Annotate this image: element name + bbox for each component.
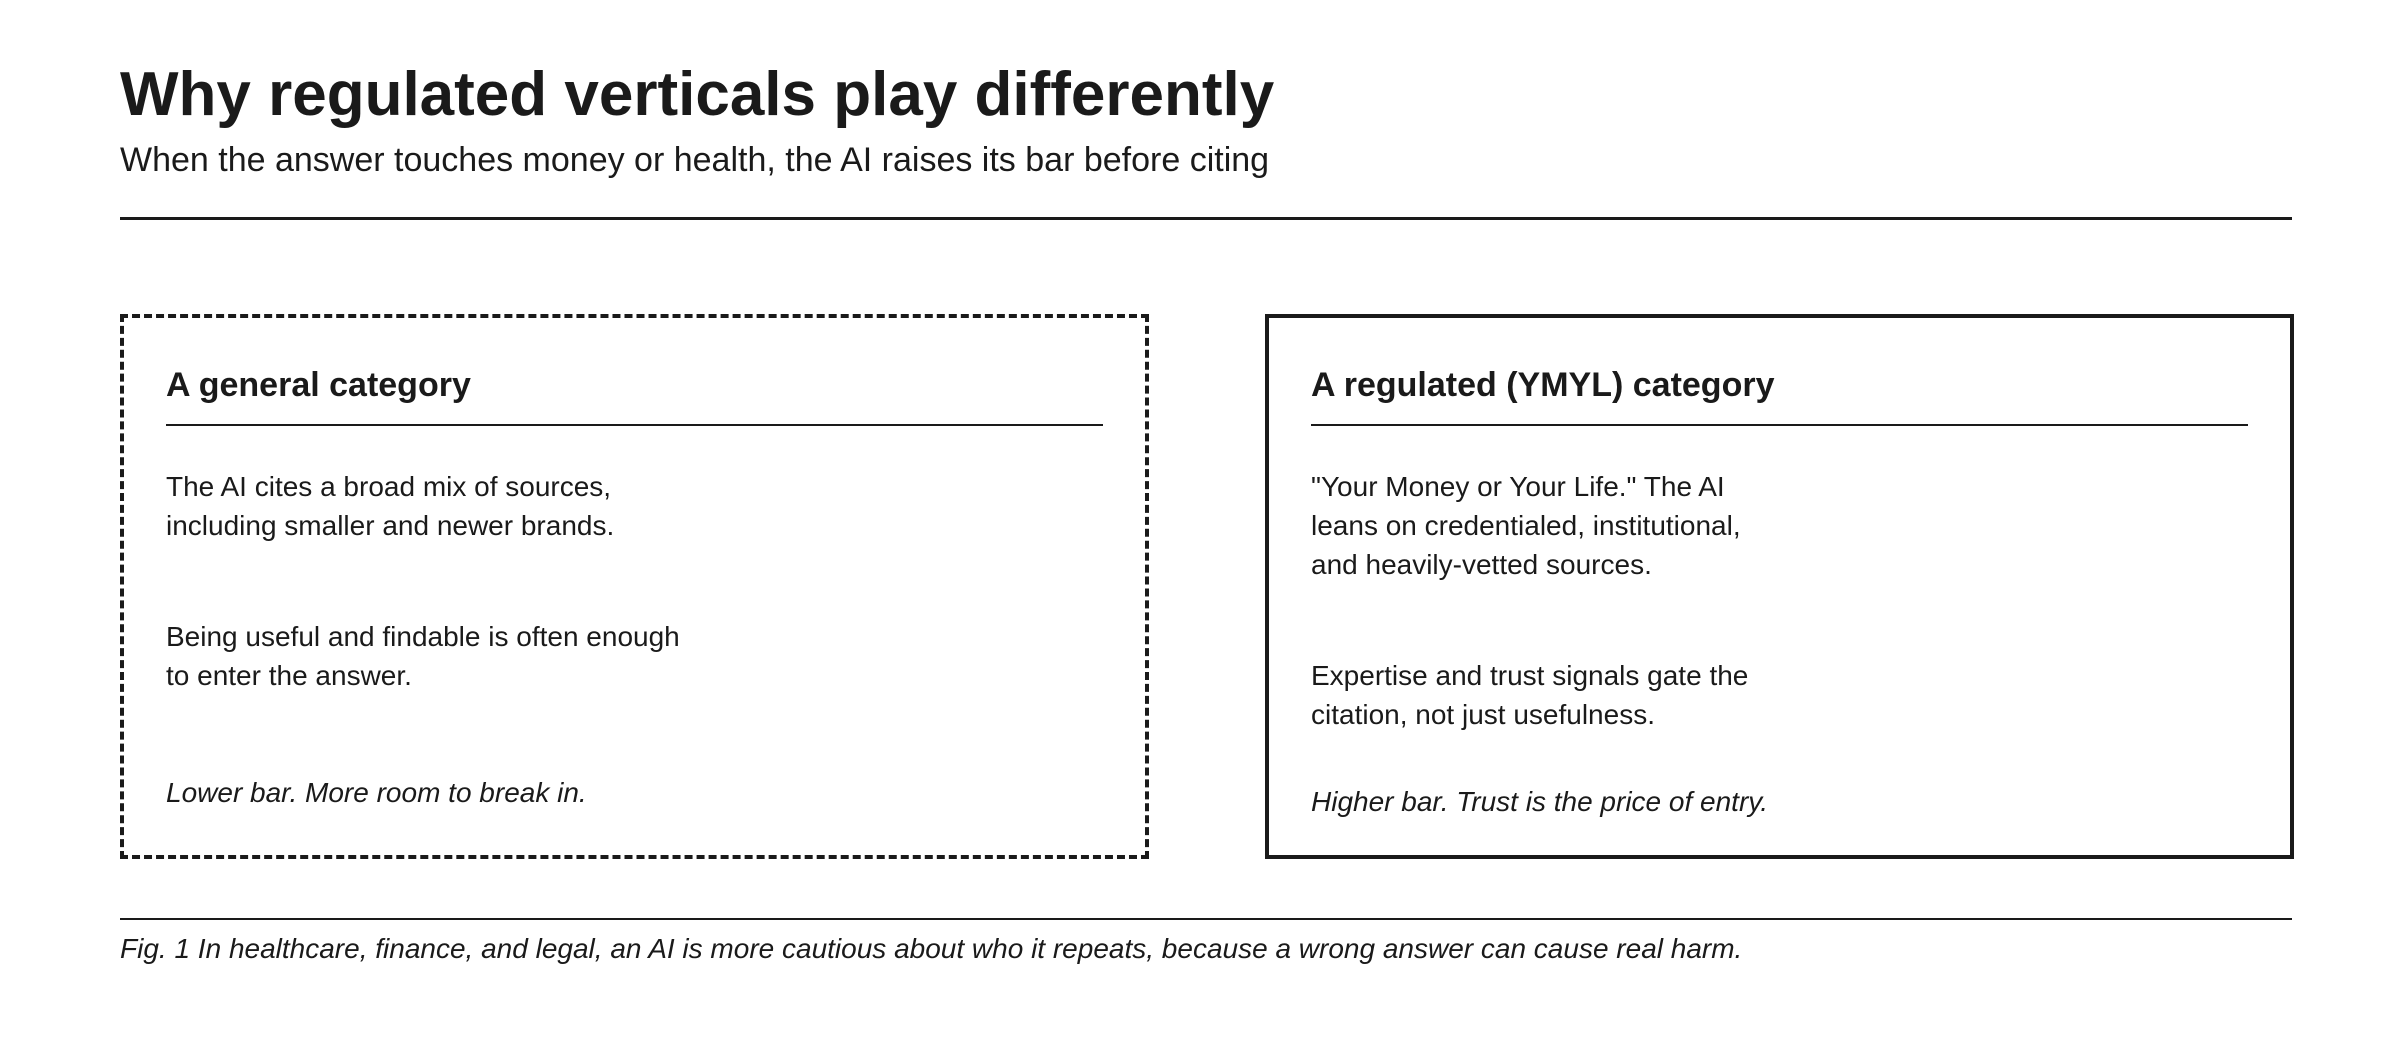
page-title: Why regulated verticals play differently <box>120 60 1275 129</box>
page-subtitle: When the answer touches money or health, the AI raises its bar before citing <box>120 141 1270 179</box>
regulated-category-paragraph-2: Expertise and trust signals gate the citation, not just usefulness. <box>1311 660 1749 730</box>
caption-divider <box>120 918 2292 920</box>
regulated-category-divider <box>1311 424 2248 426</box>
figure-caption: Fig. 1 In healthcare, finance, and legal, an AI is more cautious about who it repeats, because a wrong answer can cause real harm. <box>120 933 1743 964</box>
general-category-heading: A general category <box>166 366 471 404</box>
regulated-category-panel <box>1265 314 2294 859</box>
general-category-paragraph-1: The AI cites a broad mix of sources, including smaller and newer brands. <box>166 471 615 541</box>
general-category-paragraph-2: Being useful and findable is often enough to enter the answer. <box>166 621 680 691</box>
general-category-note: Lower bar. More room to break in. <box>166 777 587 808</box>
general-category-panel <box>120 314 1149 859</box>
header-divider <box>120 217 2292 220</box>
regulated-category-note: Higher bar. Trust is the price of entry. <box>1311 786 1768 817</box>
regulated-category-paragraph-1: "Your Money or Your Life." The AI leans on credentialed, institutional, and heavily-vetted sources. <box>1311 471 1741 580</box>
regulated-category-heading: A regulated (YMYL) category <box>1311 366 1775 404</box>
general-category-divider <box>166 424 1103 426</box>
